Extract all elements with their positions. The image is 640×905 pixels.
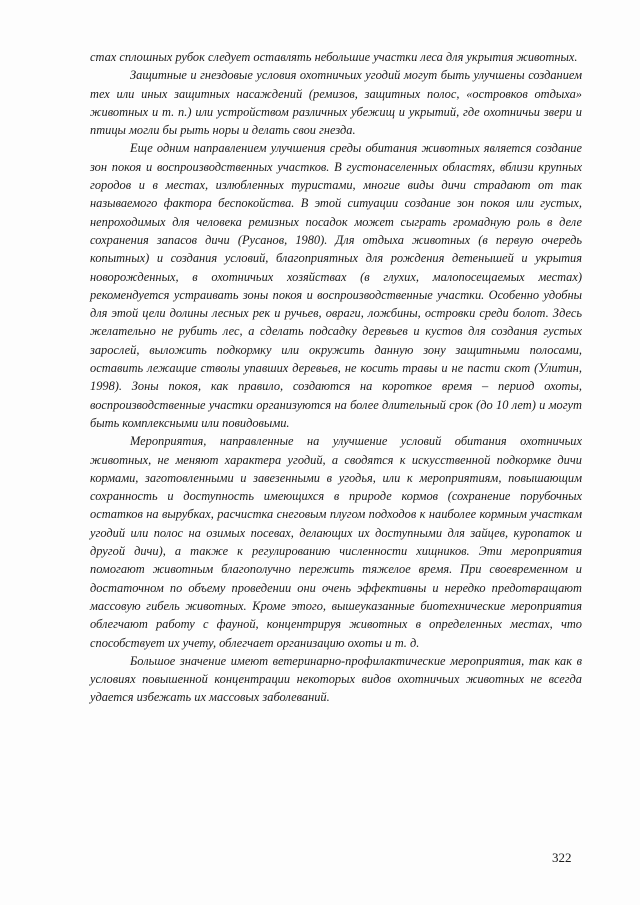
body-text <box>90 48 582 707</box>
paragraph-veterinary-measures: Большое значение имеют ветеринарно-профилактические мероприятия, так как в условиях повышенной концентрации некоторых видов охотничьих животных не всегда удается избежать их массовых заболеваний. <box>90 653 582 705</box>
paragraph-feeding-measures: Мероприятия, направленные на улучшение условий обитания охотничьих животных, не меняют характера угодий, а сводятся к искусственной подкормке дичи кормами, заготовленными и завезенными в угодья, или к мероприятиям, повышающим сохранность и доступность имеющихся в природе кормов (сохранение порубочных остатков на вырубках, расчистка снеговым плугом подходов к наиболее кормным участкам угодий или полос на озимых посевах, делающих их доступными для зайцев, куропаток и другой дичи), а также к регулированию численности хищников. Эти мероприятия помогают животным благополучно пережить тяжелое время. При своевременном и достаточном по объему проведении они очень эффективны и нередко предотвращают массовую гибель животных. Кроме этого, вышеуказанные биотехнические мероприятия облегчают работу с фауной, концентрируя животных в определенных местах, что способствует их учету, облегчает организацию охоты и т. д. <box>90 434 582 650</box>
paragraph-continuation: стах сплошных рубок следует оставлять небольшие участки леса для укрытия животных. <box>90 50 578 64</box>
paragraph-protective-conditions: Защитные и гнездовые условия охотничьих угодий могут быть улучшены созданием тех или иных защитных насаждений (ремизов, защитных полос, «островков отдыха» животных и т. п.) или устройством различных убежищ и укрытий, где охотничьи звери и птицы могли бы рыть норы и делать свои гнезда. <box>90 68 582 138</box>
paragraph-rest-zones: Еще одним направлением улучшения среды обитания животных является создание зон покоя и воспроизводственных участков. В густонаселенных областях, вблизи крупных городов и в местах, излюбленных туристами, многие виды дичи страдают от так называемого фактора беспокойства. В этой ситуации создание зон покоя или густых, непроходимых для человека ремизных посадок может сыграть громадную роль в деле сохранения запасов дичи (Русанов, 1980). Для отдыха животных (в первую очередь копытных) и создания условий, благоприятных для рождения детенышей и укрытия новорожденных, в охотничьих хозяйствах (в глухих, малопосещаемых местах) рекомендуется устраивать зоны покоя и воспроизводственные участки. Особенно удобны для этой цели долины лесных рек и ручьев, овраги, ложбины, островки среди болот. Здесь желательно не рубить лес, а сделать подсадку деревьев и кустов для создания густых зарослей, выложить подкормку или окружить данную зону защитными полосами, оставить лежащие стволы упавших деревьев, не косить травы и не пасти скот (Улитин, 1998). Зоны покоя, как правило, создаются на короткое время – период охоты, воспроизводственные участки организуются на более длительный срок (до 10 лет) и могут быть комплексными или повидовыми. <box>90 141 582 430</box>
page-number: 322 <box>552 850 572 865</box>
